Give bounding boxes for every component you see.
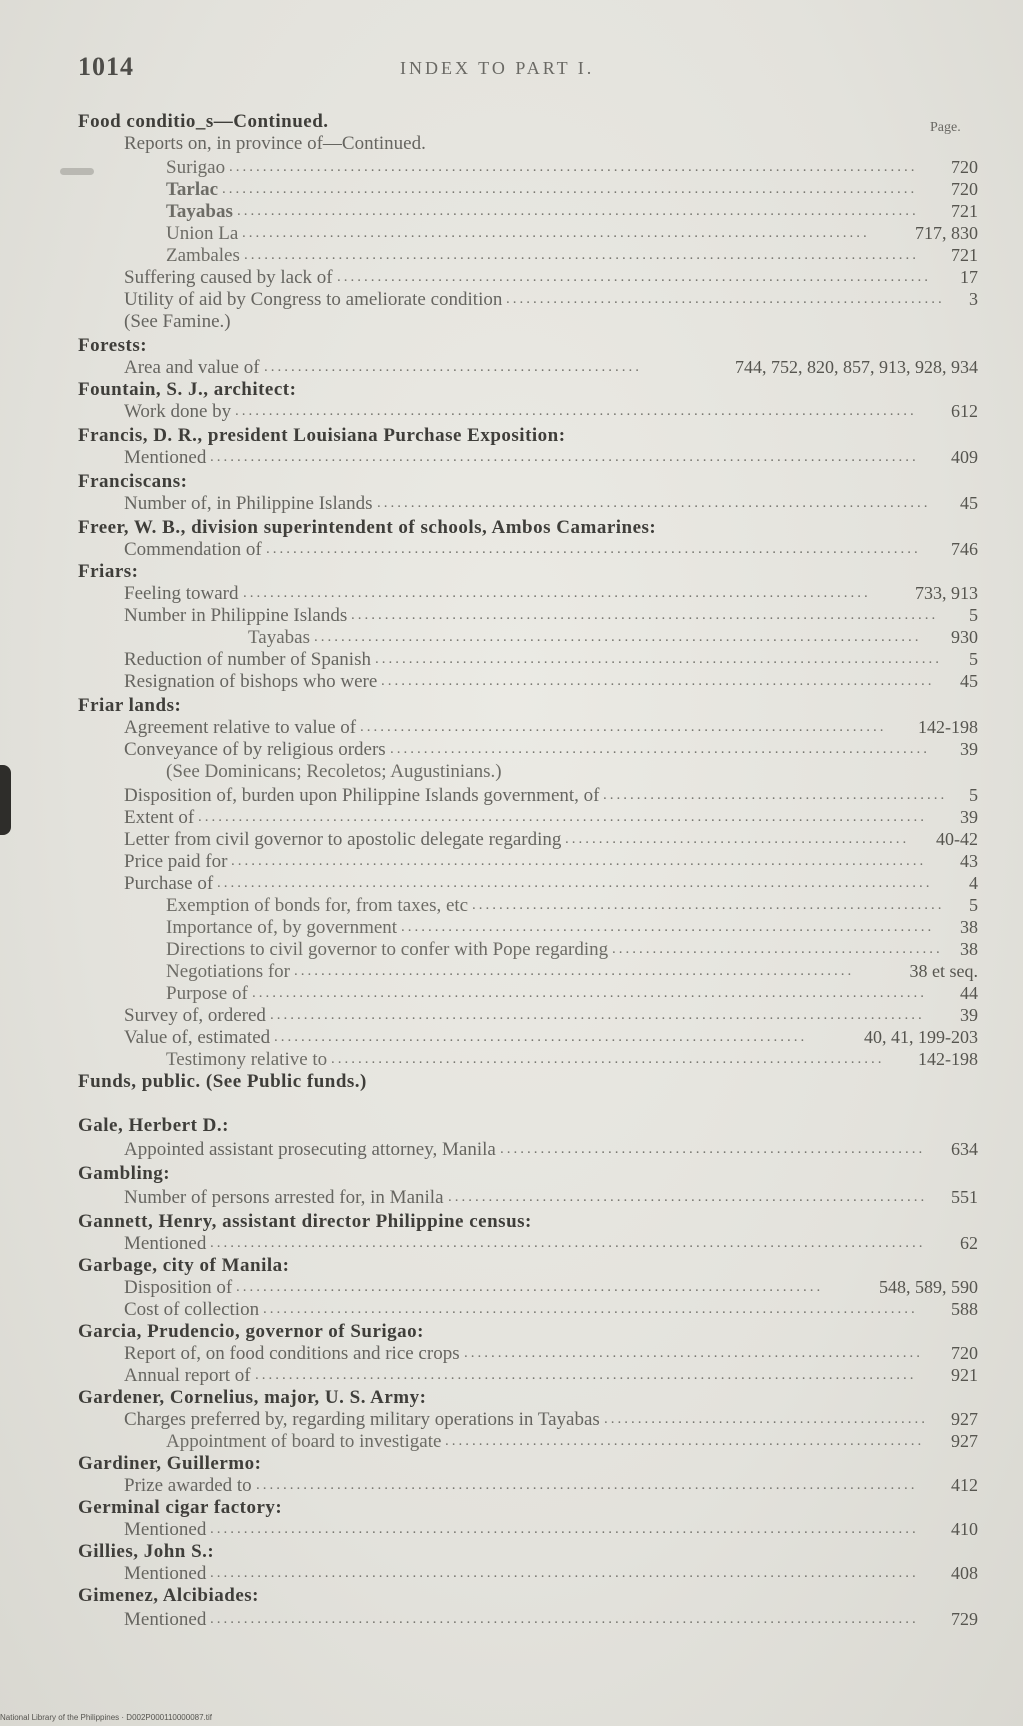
index-entry xyxy=(78,1386,978,1409)
index-entry xyxy=(78,1320,978,1343)
entry-text: Food conditio_s—Continued. xyxy=(78,111,329,132)
entry-text: Number in Philippine Islands xyxy=(124,605,348,626)
entry-page-ref: 44 xyxy=(960,983,978,1003)
index-entry xyxy=(124,738,978,761)
leader-dots: .................................................................................................. xyxy=(255,1367,917,1383)
leader-dots: ................................................................................................. xyxy=(270,1007,925,1023)
leader-dots: ............................................................... xyxy=(500,1141,926,1157)
entry-page-ref: 729 xyxy=(951,1609,978,1629)
leader-dots: .......................................................................................................... xyxy=(210,1235,926,1251)
index-entry xyxy=(78,1162,978,1185)
index-entry xyxy=(124,1342,978,1365)
leader-dots: ................................................................. xyxy=(506,291,945,307)
entry-text: Gimenez, Alcibiades: xyxy=(78,1585,259,1606)
entry-text: Freer, W. B., division superintendent of schools, Ambos Camarines: xyxy=(78,517,657,538)
entry-text: Cost of collection xyxy=(124,1299,260,1320)
leader-dots: ......................................................................................................... xyxy=(210,1611,919,1627)
leader-dots: .................................................................................. xyxy=(381,673,935,689)
entry-text: Appointment of board to investigate xyxy=(166,1431,442,1452)
entry-text: Purchase of xyxy=(124,873,214,894)
index-entry xyxy=(166,1048,978,1071)
leader-dots: ...................................................................... xyxy=(472,897,945,913)
entry-text: Mentioned xyxy=(124,1233,207,1254)
index-entry xyxy=(78,516,978,539)
entry-text: Price paid for xyxy=(124,851,228,872)
entry-text: Letter from civil governor to apostolic delegate regarding xyxy=(124,829,562,850)
leader-dots: .................................................................................................... xyxy=(244,247,919,263)
index-entry xyxy=(166,894,978,917)
entry-text: Survey of, ordered xyxy=(124,1005,266,1026)
leader-dots: ....................................................................................................... xyxy=(222,181,918,197)
leader-dots: ..................................................................................................... xyxy=(235,403,917,419)
index-entry xyxy=(166,982,978,1005)
entry-text: Gardiner, Guillermo: xyxy=(78,1453,262,1474)
entry-page-ref: 412 xyxy=(951,1475,978,1495)
index-entry xyxy=(166,960,978,983)
leader-dots: .......................................................................................... xyxy=(314,629,922,645)
entry-text: Union La xyxy=(166,223,239,244)
index-entry xyxy=(124,784,978,807)
entry-page-ref: 142-198 xyxy=(918,717,978,737)
entry-text: Disposition of, burden upon Philippine Islands government, of xyxy=(124,785,600,806)
index-entry xyxy=(124,1138,978,1161)
leader-dots: ................................................... xyxy=(603,787,948,803)
index-entry xyxy=(78,424,978,447)
index-entry xyxy=(166,200,978,223)
entry-text: Agreement relative to value of xyxy=(124,717,357,738)
index-entry xyxy=(124,716,978,739)
index-entry xyxy=(78,1452,978,1475)
leader-dots: .................................................................................. xyxy=(377,495,931,511)
entry-text: Importance of, by government xyxy=(166,917,398,938)
entry-text: Work done by xyxy=(124,401,232,422)
index-entry xyxy=(78,1254,978,1277)
entry-text: Francis, D. R., president Louisiana Purchase Exposition: xyxy=(78,425,566,446)
index-entry xyxy=(124,538,978,561)
index-entry xyxy=(166,244,978,267)
index-entry xyxy=(78,110,978,133)
leader-dots: ................................................................................... xyxy=(294,963,855,979)
leader-dots: ............................................................................................................ xyxy=(198,809,927,825)
entry-text: Annual report of xyxy=(124,1365,251,1386)
leader-dots: ................................................................................................. xyxy=(263,1301,918,1317)
index-entry xyxy=(124,1186,978,1209)
entry-page-ref: 38 et seq. xyxy=(909,961,978,981)
leader-dots: .................................................................................................. xyxy=(256,1477,918,1493)
leader-dots: ............................................................................... xyxy=(401,919,935,935)
entry-text: Number of, in Philippine Islands xyxy=(124,493,373,514)
index-entry xyxy=(166,1430,978,1453)
leader-dots: ......................................................................................................... xyxy=(210,449,919,465)
entry-text: Directions to civil governor to confer with Pope regarding xyxy=(166,939,609,960)
entry-page-ref: 551 xyxy=(951,1187,978,1207)
entry-text: Germinal cigar factory: xyxy=(78,1497,283,1518)
entry-page-ref: 720 xyxy=(951,179,978,199)
entry-page-ref: 62 xyxy=(960,1233,978,1253)
index-entry xyxy=(166,156,978,179)
index-entry xyxy=(78,1584,978,1607)
entry-page-ref: 39 xyxy=(960,1005,978,1025)
index-entry xyxy=(166,222,978,245)
index-entry xyxy=(78,334,978,357)
entry-page-ref: 5 xyxy=(969,895,978,915)
entry-text: Feeling toward xyxy=(124,583,239,604)
leader-dots: ................................................................................ xyxy=(390,741,930,757)
index-entry xyxy=(124,1298,978,1321)
index-entry xyxy=(166,916,978,939)
leader-dots: ......................................................................................................... xyxy=(210,1521,919,1537)
leader-dots: .................................................................................. xyxy=(331,1051,885,1067)
entry-text: Negotiations for xyxy=(166,961,291,982)
entry-text: Gillies, John S.: xyxy=(78,1541,215,1562)
index-entry xyxy=(124,1004,978,1027)
index-entry xyxy=(78,1540,978,1563)
entry-page-ref: 548, 589, 590 xyxy=(879,1277,978,1297)
index-entry xyxy=(124,1026,978,1049)
leader-dots: ................................................. xyxy=(612,941,943,957)
index-entry xyxy=(124,132,978,155)
entry-page-ref: 3 xyxy=(969,289,978,309)
entry-text: Zambales xyxy=(166,245,240,266)
entry-text: Conveyance of by religious orders xyxy=(124,739,386,760)
entry-page-ref: 721 xyxy=(951,201,978,221)
leader-dots: ..................................................................................................... xyxy=(237,203,919,219)
leader-dots: ................................................ xyxy=(604,1411,928,1427)
index-entry xyxy=(166,178,978,201)
entry-text: Reduction of number of Spanish xyxy=(124,649,371,670)
entry-text: Extent of xyxy=(124,807,195,828)
entry-page-ref: 720 xyxy=(951,157,978,177)
index-entry xyxy=(248,626,978,649)
entry-page-ref: 40, 41, 199-203 xyxy=(864,1027,978,1047)
index-entry xyxy=(124,1232,978,1255)
index-entry xyxy=(78,1496,978,1519)
entry-text: (See Dominicans; Recoletos; Augustinians.) xyxy=(166,761,502,782)
entry-page-ref: 930 xyxy=(951,627,978,647)
leader-dots: ........................................................................................ xyxy=(337,269,931,285)
entry-text: Reports on, in province of—Continued. xyxy=(124,133,426,154)
leader-dots: ............................................................................... xyxy=(274,1029,808,1045)
index-entry xyxy=(124,582,978,605)
entry-text: Mentioned xyxy=(124,1519,207,1540)
entry-text: Forests: xyxy=(78,335,148,356)
entry-text: Surigao xyxy=(166,157,226,178)
entry-page-ref: 746 xyxy=(951,539,978,559)
entry-text: Number of persons arrested for, in Manila xyxy=(124,1187,444,1208)
index-entry xyxy=(78,1210,978,1233)
entry-text: Funds, public. (See Public funds.) xyxy=(78,1071,367,1092)
index-entry xyxy=(124,806,978,829)
entry-page-ref: 410 xyxy=(951,1519,978,1539)
entry-page-ref: 39 xyxy=(960,739,978,759)
leader-dots: ................................................... xyxy=(565,831,910,847)
entry-text: Franciscans: xyxy=(78,471,188,492)
index-entry xyxy=(124,828,978,851)
entry-text: Gale, Herbert D.: xyxy=(78,1115,229,1136)
leader-dots: .................................................................................................... xyxy=(252,985,927,1001)
entry-page-ref: 17 xyxy=(960,267,978,287)
index-entry xyxy=(124,1364,978,1387)
index-entry xyxy=(124,648,978,671)
entry-text: Report of, on food conditions and rice crops xyxy=(124,1343,460,1364)
entry-page-ref: 721 xyxy=(951,245,978,265)
page-column-label: Page. xyxy=(930,120,961,135)
index-entry xyxy=(124,1474,978,1497)
entry-page-ref: 43 xyxy=(960,851,978,871)
leader-dots: .................................................................... xyxy=(464,1345,923,1361)
entry-page-ref: 921 xyxy=(951,1365,978,1385)
entry-page-ref: 45 xyxy=(960,671,978,691)
index-entry xyxy=(124,604,978,627)
entry-text: Testimony relative to xyxy=(166,1049,328,1070)
index-entry xyxy=(78,470,978,493)
entry-text: Resignation of bishops who were xyxy=(124,671,378,692)
leader-dots: .................................................................................... xyxy=(375,651,942,667)
entry-text: Tarlac xyxy=(166,179,219,200)
entry-text: Garcia, Prudencio, governor of Surigao: xyxy=(78,1321,424,1342)
entry-page-ref: 45 xyxy=(960,493,978,513)
leader-dots: ....................................................................................................... xyxy=(231,853,927,869)
index-entry xyxy=(78,378,978,401)
entry-page-ref: 39 xyxy=(960,807,978,827)
entry-text: Mentioned xyxy=(124,1609,207,1630)
entry-text: Utility of aid by Congress to ameliorate condition xyxy=(124,289,503,310)
index-entry xyxy=(124,1518,978,1541)
entry-page-ref: 38 xyxy=(960,939,978,959)
index-entry xyxy=(124,872,978,895)
entry-text: Fountain, S. J., architect: xyxy=(78,379,297,400)
index-entry xyxy=(78,1070,978,1093)
entry-page-ref: 4 xyxy=(969,873,978,893)
entry-page-ref: 5 xyxy=(969,605,978,625)
entry-text: Prize awarded to xyxy=(124,1475,252,1496)
entry-page-ref: 5 xyxy=(969,785,978,805)
index-entry xyxy=(78,694,978,717)
entry-page-ref: 142-198 xyxy=(918,1049,978,1069)
leader-dots: ....................................................................................... xyxy=(351,607,939,623)
leader-dots: ....................................................................... xyxy=(448,1189,928,1205)
entry-text: Mentioned xyxy=(124,1563,207,1584)
index-entry xyxy=(124,446,978,469)
index-entry xyxy=(124,492,978,515)
index-entry xyxy=(124,356,978,379)
entry-page-ref: 612 xyxy=(951,401,978,421)
entry-text: Friar lands: xyxy=(78,695,182,716)
entry-page-ref: 634 xyxy=(951,1139,978,1159)
scan-source-line: National Library of the Philippines · D002P000110000087.tif xyxy=(0,1713,212,1722)
index-entry xyxy=(78,560,978,583)
running-head: INDEX TO PART I. xyxy=(400,58,595,78)
index-entry xyxy=(124,1562,978,1585)
entry-text: Charges preferred by, regarding military operations in Tayabas xyxy=(124,1409,600,1430)
index-entry xyxy=(124,1408,978,1431)
entry-page-ref: 720 xyxy=(951,1343,978,1363)
entry-page-ref: 409 xyxy=(951,447,978,467)
index-entry xyxy=(78,1114,978,1137)
index-entry xyxy=(124,850,978,873)
entry-text: Gardener, Cornelius, major, U. S. Army: xyxy=(78,1387,427,1408)
entry-text: Gannett, Henry, assistant director Philippine census: xyxy=(78,1211,532,1232)
leader-dots: ............................................................................................. xyxy=(242,225,870,241)
leader-dots: .............................................................................. xyxy=(360,719,887,735)
entry-text: Suffering caused by lack of xyxy=(124,267,333,288)
entry-text: Friars: xyxy=(78,561,139,582)
entry-page-ref: 408 xyxy=(951,1563,978,1583)
index-entry xyxy=(124,288,978,311)
leader-dots: ......................................................................................................... xyxy=(210,1565,919,1581)
entry-text: Mentioned xyxy=(124,447,207,468)
entry-text: Value of, estimated xyxy=(124,1027,271,1048)
entry-page-ref: 5 xyxy=(969,649,978,669)
entry-page-ref: 717, 830 xyxy=(915,223,978,243)
leader-dots: ...................................................................................................... xyxy=(229,159,918,175)
binding-shadow xyxy=(0,765,11,835)
index-entry xyxy=(124,1276,978,1299)
index-entry xyxy=(124,400,978,423)
index-entry xyxy=(124,1608,978,1631)
entry-page-ref: 927 xyxy=(951,1431,978,1451)
entry-text: Disposition of xyxy=(124,1277,233,1298)
leader-dots: .......................................................................................................... xyxy=(217,875,933,891)
leader-dots: ....................................................................................... xyxy=(236,1279,824,1295)
leader-dots: ............................................................................................. xyxy=(243,585,871,601)
entry-text: Exemption of bonds for, from taxes, etc xyxy=(166,895,469,916)
entry-page-ref: 744, 752, 820, 857, 913, 928, 934 xyxy=(735,357,978,377)
page-number: 1014 xyxy=(78,52,134,81)
index-entry xyxy=(124,266,978,289)
entry-text: Commendation of xyxy=(124,539,262,560)
entry-page-ref: 38 xyxy=(960,917,978,937)
entry-text: Appointed assistant prosecuting attorney, Manila xyxy=(124,1139,496,1160)
entry-text: Gambling: xyxy=(78,1163,171,1184)
leader-dots: ................................................................................................. xyxy=(266,541,921,557)
entry-page-ref: 733, 913 xyxy=(915,583,978,603)
entry-page-ref: 40-42 xyxy=(936,829,978,849)
leader-dots: ........................................................ xyxy=(264,359,642,375)
entry-page-ref: 927 xyxy=(951,1409,978,1429)
entry-text: Garbage, city of Manila: xyxy=(78,1255,290,1276)
index-entry xyxy=(166,760,978,783)
entry-page-ref: 588 xyxy=(951,1299,978,1319)
index-entry xyxy=(124,670,978,693)
leader-dots: ....................................................................... xyxy=(445,1433,925,1449)
entry-text: Tayabas xyxy=(248,627,310,648)
ink-smudge xyxy=(60,168,94,175)
entry-text: Purpose of xyxy=(166,983,248,1004)
entry-text: Area and value of xyxy=(124,357,260,378)
index-entry xyxy=(166,938,978,961)
entry-text: Tayabas xyxy=(166,201,233,222)
entry-text: (See Famine.) xyxy=(124,311,231,332)
index-entry xyxy=(124,310,978,333)
